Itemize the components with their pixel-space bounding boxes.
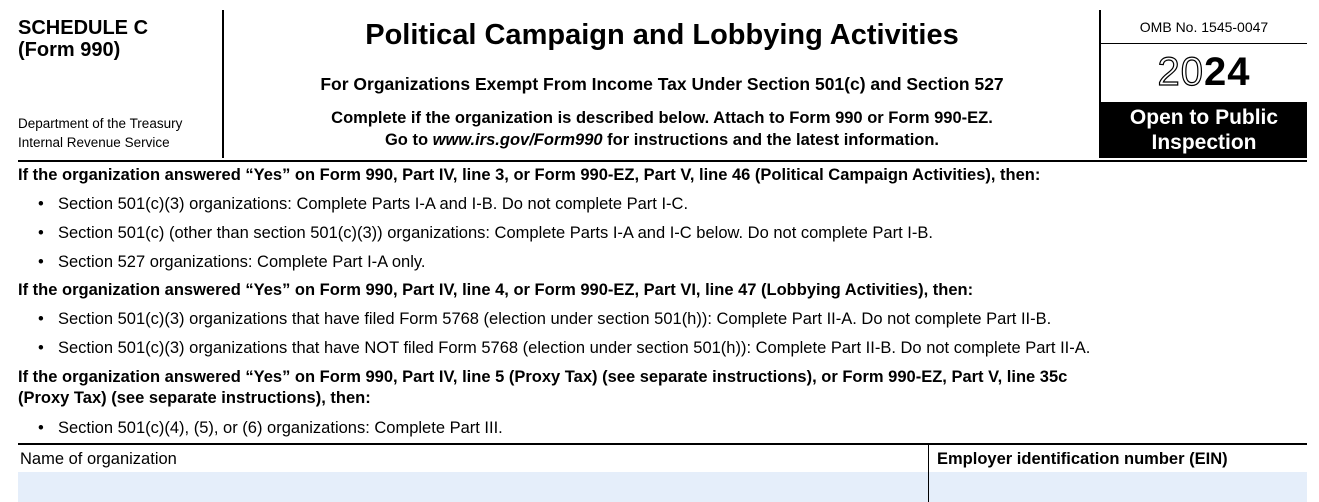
bullet-icon: • (38, 253, 44, 271)
header-center-block (226, 10, 1098, 158)
bullet-icon: • (38, 419, 44, 437)
list-item (38, 252, 425, 272)
organization-name-label: Name of organization (20, 450, 177, 468)
irs-website-link[interactable]: www.irs.gov/Form990 (432, 131, 603, 149)
list-item-text: Section 501(c)(3) organizations that have filed Form 5768 (election under section 501(h)): Complete Part II-A. Do not complete Part II-B. (58, 310, 1052, 328)
website-instruction-suffix: for instructions and the latest information. (602, 131, 940, 149)
website-instruction (226, 130, 1098, 150)
page-title: Political Campaign and Lobbying Activities (365, 19, 959, 51)
open-to-public-badge (1101, 102, 1307, 158)
agency-name: Internal Revenue Service (18, 135, 170, 150)
list-item (38, 194, 688, 214)
ein-label: Employer identification number (EIN) (937, 450, 1228, 468)
list-item-text: Section 501(c)(3) organizations that have NOT filed Form 5768 (election under section 501(h)): Complete Part II-B. Do not complete Part II-A. (58, 339, 1091, 357)
proxy-heading-line2: (Proxy Tax) (see separate instructions), then: (18, 389, 371, 407)
tax-year-outline-digits: 20 (1157, 50, 1204, 94)
website-instruction-prefix: Go to (384, 131, 433, 149)
omb-divider (1101, 43, 1307, 44)
department-name: Department of the Treasury (18, 116, 183, 131)
list-item (38, 223, 933, 243)
list-item-text: Section 501(c)(3) organizations: Complete Parts I-A and I-B. Do not complete Part I-C. (58, 195, 689, 213)
organization-name-input[interactable] (18, 472, 928, 502)
bullet-icon: • (38, 339, 44, 357)
lobbying-heading: If the organization answered “Yes” on Form 990, Part IV, line 4, or Form 990-EZ, Part VI, line 47 (Lobbying Activities), then: (18, 281, 974, 299)
tax-year (1101, 48, 1307, 96)
list-item (38, 309, 1051, 329)
form-number: (Form 990) (18, 39, 121, 61)
ein-cell (929, 445, 1307, 502)
page-subtitle: For Organizations Exempt From Income Tax Under Section 501(c) and Section 527 (320, 74, 1004, 94)
bullet-icon: • (38, 310, 44, 328)
open-to-public-line2: Inspection (1151, 131, 1257, 154)
omb-number: OMB No. 1545-0047 (1139, 19, 1269, 35)
ein-input[interactable] (929, 472, 1307, 502)
list-item-text: Section 501(c) (other than section 501(c)(3)) organizations: Complete Parts I-A and I-C below. Do not complete Part I-B. (58, 224, 933, 242)
organization-info-row (18, 443, 1307, 502)
list-item-text: Section 501(c)(4), (5), or (6) organizations: Complete Part III. (58, 419, 503, 437)
form-header (18, 10, 1307, 162)
political-heading: If the organization answered “Yes” on Form 990, Part IV, line 3, or Form 990-EZ, Part V, line 46 (Political Campaign Activities), then: (18, 166, 1041, 184)
header-left-block (18, 10, 224, 158)
schedule-title: SCHEDULE C (18, 17, 149, 39)
organization-name-cell (18, 445, 929, 502)
bullet-icon: • (38, 224, 44, 242)
list-item-text: Section 527 organizations: Complete Part I-A only. (58, 253, 426, 271)
proxy-heading-line1: If the organization answered “Yes” on Form 990, Part IV, line 5 (Proxy Tax) (see separate instructions), or Form 990-EZ, Part V, line 35c (18, 368, 1068, 386)
bullet-icon: • (38, 195, 44, 213)
attach-instruction: Complete if the organization is described below. Attach to Form 990 or Form 990-EZ. (331, 109, 993, 127)
list-item (38, 338, 1090, 358)
header-right-block (1099, 10, 1307, 158)
list-item (38, 418, 503, 438)
open-to-public-line1: Open to Public (1129, 106, 1279, 129)
tax-year-bold-digits: 24 (1204, 50, 1251, 94)
